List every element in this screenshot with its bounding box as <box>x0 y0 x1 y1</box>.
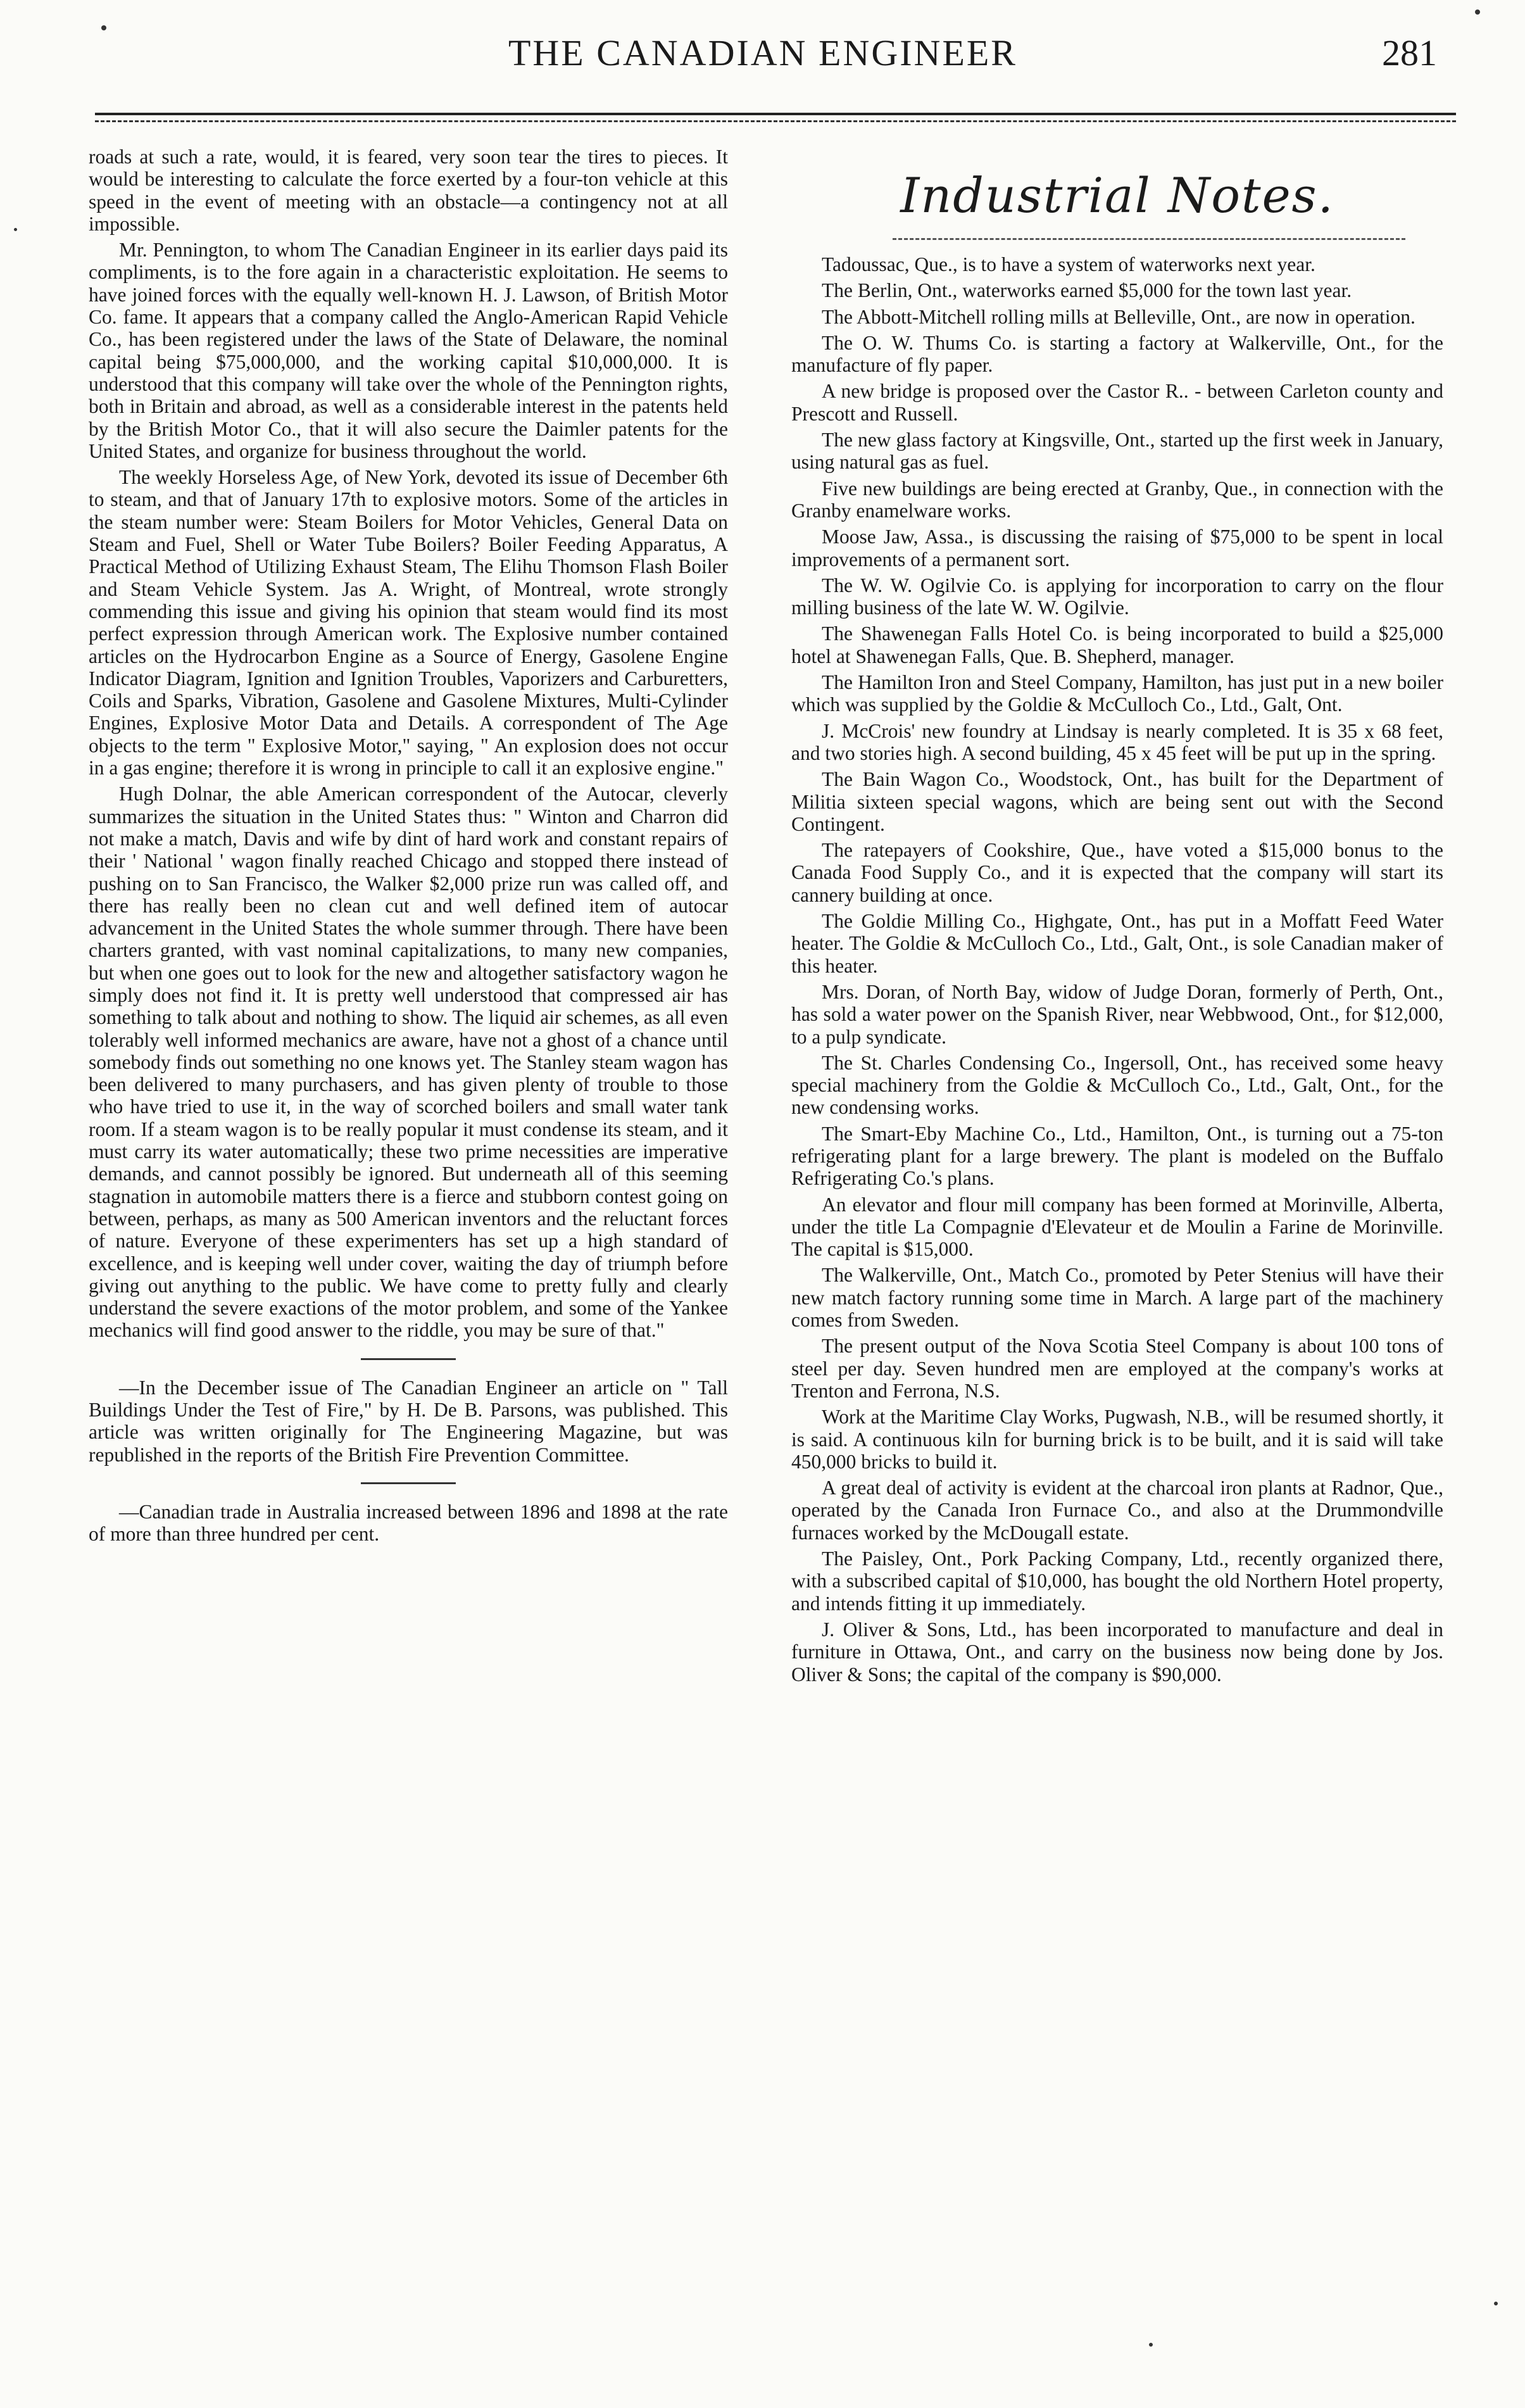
news-item: The Smart-Eby Machine Co., Ltd., Hamilton, Ont., is turning out a 75-ton refrigerating plant for a large brewery. The plant is modeled on the Buffalo Refrigerating Co.'s plans. <box>791 1122 1443 1190</box>
section-divider <box>361 1358 456 1360</box>
header-dashed-rule <box>95 120 1456 122</box>
news-item: The Bain Wagon Co., Woodstock, Ont., has built for the Department of Militia sixteen special wagons, which are being sent out with the Second Contingent. <box>791 768 1443 835</box>
paragraph: The weekly Horseless Age, of New York, devoted its issue of December 6th to steam, and that of January 17th to explosive motors. Some of the articles in the steam number were: Steam Boilers for Motor Vehicles, General Data on Steam and Fuel, Shell or Water Tube Boilers? Boiler Feeding Apparatus, A Practical Method of Utilizing Exhaust Steam, The Elihu Thomson Flash Boiler and Steam Vehicle System. Jas A. Wright, of Montreal, wrote strongly commending this issue and giving his opinion that steam would find its most perfect expression through American work. The Explosive number contained articles on the Hydrocarbon Engine as a Source of Energy, Gasolene Engine Indicator Diagram, Ignition and Ignition Troubles, Vaporizers and Carburetters, Coils and Sparks, Vibration, Gasolene and Gasolene Mixtures, Multi-Cylinder Engines, Explosive Motor Data and Details. A correspondent of The Age objects to the term " Explosive Motor," saying, " An explosion does not occur in a gas engine; therefore it is wrong in principle to call it an explosive engine." <box>89 466 728 779</box>
news-item: The present output of the Nova Scotia Steel Company is about 100 tons of steel per day. Seven hundred men are employed at the company's works at Trenton and Ferrona, N.S. <box>791 1335 1443 1402</box>
left-column <box>89 146 728 1549</box>
print-speck <box>1149 2343 1153 2347</box>
page-number: 281 <box>1382 32 1437 73</box>
print-speck <box>101 25 106 30</box>
heading-dashed-rule <box>893 238 1405 240</box>
print-speck <box>1475 9 1480 15</box>
paragraph: Mr. Pennington, to whom The Canadian Engineer in its earlier days paid its compliments, is to the fore again in a characteristic exploitation. He seems to have joined forces with the equally well-known H. J. Lawson, of British Motor Co. fame. It appears that a company called the Anglo-American Rapid Vehicle Co., has been registered under the laws of the State of Delaware, the nominal capital being $75,000,000, and the working capital $10,000,000. It is understood that this company will take over the whole of the Pennington rights, both in Britain and abroad, as well as a considerable interest in the patents held by the British Motor Co., that it will also secure the Daimler patents for the United States, and organize for business throughout the world. <box>89 239 728 462</box>
news-item: Work at the Maritime Clay Works, Pugwash, N.B., will be resumed shortly, it is said. A continuous kiln for burning brick is to be built, and it is said will take 450,000 bricks to build it. <box>791 1406 1443 1473</box>
news-item: The St. Charles Condensing Co., Ingersoll, Ont., has received some heavy special machinery from the Goldie & McCulloch Co., Ltd., Galt, Ont., for the new condensing works. <box>791 1051 1443 1119</box>
news-item: The Goldie Milling Co., Highgate, Ont., has put in a Moffatt Feed Water heater. The Goldie & McCulloch Co., Ltd., Galt, Ont., is sole Canadian maker of this heater. <box>791 910 1443 977</box>
news-item: The Hamilton Iron and Steel Company, Hamilton, has just put in a new boiler which was supplied by the Goldie & McCulloch Co., Ltd., Galt, Ont. <box>791 671 1443 716</box>
news-item: The new glass factory at Kingsville, Ont., started up the first week in January, using natural gas as fuel. <box>791 429 1443 474</box>
news-item: J. Oliver & Sons, Ltd., has been incorporated to manufacture and deal in furniture in Ottawa, Ont., and carry on the business now being done by Jos. Oliver & Sons; the capital of the company is $90,000. <box>791 1618 1443 1686</box>
journal-title: THE CANADIAN ENGINEER <box>508 32 1017 73</box>
news-item: J. McCrois' new foundry at Lindsay is nearly completed. It is 35 x 68 feet, and two stories high. A second building, 45 x 45 feet will be put up in the spring. <box>791 719 1443 764</box>
news-item: Mrs. Doran, of North Bay, widow of Judge Doran, formerly of Perth, Ont., has sold a water power on the Spanish River, near Webbwood, Ont., for $12,000, to a pulp syndicate. <box>791 980 1443 1048</box>
news-item: The Berlin, Ont., waterworks earned $5,000 for the town last year. <box>822 279 1352 302</box>
news-item: An elevator and flour mill company has been formed at Morinville, Alberta, under the title La Compagnie d'Elevateur et de Moulin a Farine de Morinville. The capital is $15,000. <box>791 1193 1443 1261</box>
industrial-notes-heading-block <box>791 149 1443 244</box>
paragraph: roads at such a rate, would, it is feared, very soon tear the tires to pieces. It would be interesting to calculate the force exerted by a four-ton vehicle at this speed in the event of meeting with an obstacle—a contingency not at all impossible. <box>89 146 728 235</box>
page-header <box>82 25 1443 101</box>
print-speck <box>14 228 17 231</box>
note-paragraph: —Canadian trade in Australia increased between 1896 and 1898 at the rate of more than three hundred per cent. <box>89 1500 728 1546</box>
news-item: The O. W. Thums Co. is starting a factory at Walkerville, Ont., for the manufacture of fly paper. <box>791 331 1443 377</box>
news-item: The W. W. Ogilvie Co. is applying for incorporation to carry on the flour milling business of the late W. W. Ogilvie. <box>791 574 1443 619</box>
news-item: Moose Jaw, Assa., is discussing the raising of $75,000 to be spent in local improvements of a permanent sort. <box>791 526 1443 570</box>
paragraph: Hugh Dolnar, the able American correspondent of the Autocar, cleverly summarizes the situation in the United States thus: " Winton and Charron did not make a match, Davis and wife by dint of hard work and constant repairs of their ' National ' wagon finally reached Chicago and stopped there instead of pushing on to San Francisco, the Walker $2,000 prize run was called off, and there has really been no clean cut and well defined item of autocar advancement in the United States the whole summer through. There have been charters granted, with vast nominal capitalizations, to many new companies, but when one goes out to look for the new and altogether satisfactory wagon he simply does not find it. It is pretty well understood that compressed air has something to talk about and nothing to show. The liquid air schemes, as all even tolerably well informed mechanics are aware, have not a ghost of a chance until somebody finds out something no one knows yet. The Stanley steam wagon has been delivered to many purchasers, and has given plenty of trouble to those who have tried to use it, in the way of scorched boilers and small water tank room. If a steam wagon is to be really popular it must condense its steam, and it must carry its water automatically; these two prime necessities are imperative demands, and cannot possibly be ignored. But underneath all of this seeming stagnation in automobile matters there is a fierce and stubborn contest going on between, perhaps, as many as 500 American inventors and the reluctant forces of nature. Everyone of these experimenters has set up a high standard of excellence, and is keeping well under cover, waiting the day of triumph before giving out anything to the public. We have come to pretty fully and clearly understand the severe exactions of the motor problem, and some of the Yankee mechanics will find good answer to the riddle, you may be sure of that." <box>89 783 728 1342</box>
news-item: Tadoussac, Que., is to have a system of waterworks next year. <box>822 253 1315 275</box>
news-item: The Abbott-Mitchell rolling mills at Belleville, Ont., are now in operation. <box>822 305 1415 328</box>
right-column <box>791 253 1443 1689</box>
news-item: The ratepayers of Cookshire, Que., have voted a $15,000 bonus to the Canada Food Supply Co., and it is expected that the company will start its cannery building at once. <box>791 839 1443 906</box>
news-item: The Paisley, Ont., Pork Packing Company, Ltd., recently organized there, with a subscribed capital of $10,000, has bought the old Northern Hotel property, and intends fitting it up immediately. <box>791 1548 1443 1615</box>
news-item: The Shawenegan Falls Hotel Co. is being incorporated to build a $25,000 hotel at Shawenegan Falls, Que. B. Shepherd, manager. <box>791 622 1443 667</box>
section-divider <box>361 1482 456 1484</box>
print-speck <box>1494 2302 1498 2305</box>
news-item: Five new buildings are being erected at Granby, Que., in connection with the Granby enamelware works. <box>791 477 1443 522</box>
header-rule <box>95 113 1456 115</box>
news-item: The Walkerville, Ont., Match Co., promoted by Peter Stenius will have their new match factory running some time in March. A large part of the machinery comes from Sweden. <box>791 1264 1443 1332</box>
industrial-notes-heading: Industrial Notes. <box>900 167 1334 224</box>
note-paragraph: —In the December issue of The Canadian Engineer an article on " Tall Buildings Under the Test of Fire," by H. De B. Parsons, was published. This article was written originally for The Engineering Magazine, but was republished in the reports of the British Fire Prevention Committee. <box>89 1376 728 1466</box>
news-item: A great deal of activity is evident at the charcoal iron plants at Radnor, Que., operated by the Canada Iron Furnace Co., and also at the Drummondville furnaces worked by the McDougall estate. <box>791 1477 1443 1544</box>
news-item: A new bridge is proposed over the Castor R.. - between Carleton county and Prescott and Russell. <box>791 380 1443 425</box>
